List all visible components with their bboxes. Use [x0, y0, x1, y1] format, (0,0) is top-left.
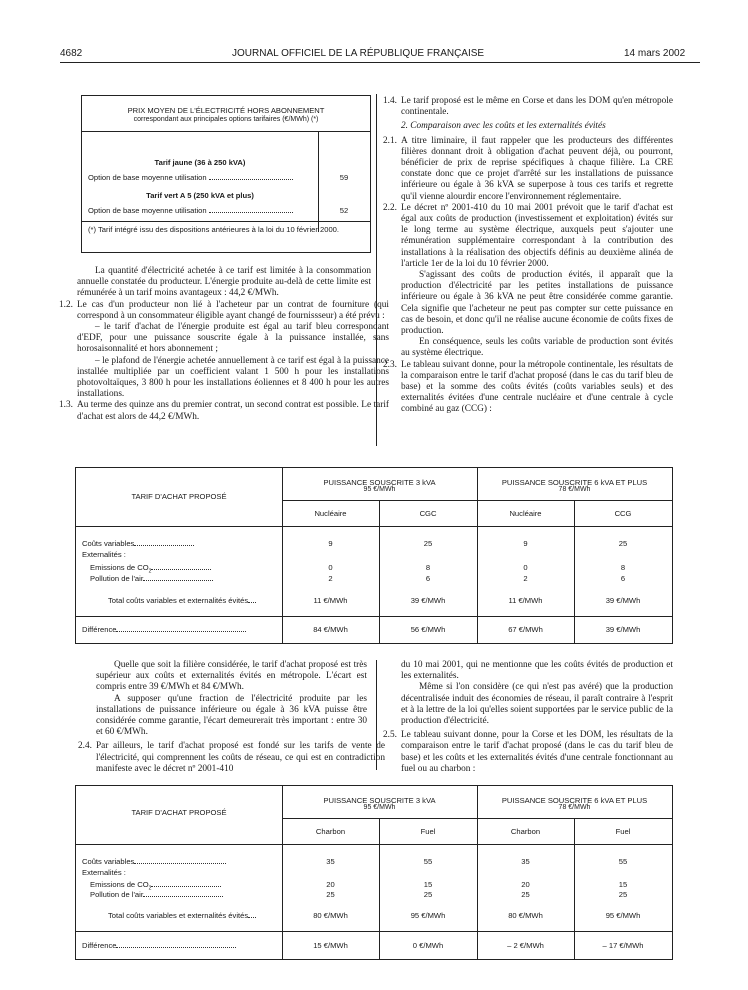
table-cell: 25 — [423, 539, 433, 548]
table-cell: – 17 €/MWh — [602, 941, 644, 950]
row-label: Externalités : — [82, 550, 126, 559]
left-column-lower — [78, 660, 385, 775]
section-2-4 — [78, 741, 385, 775]
group-header: PUISSANCE SOUSCRITE 6 kVA ET PLUS — [501, 796, 648, 805]
table-cell: 11 €/MWh — [508, 596, 543, 605]
row-label: Pollution de l'air — [90, 574, 213, 583]
row-label: Différence — [82, 625, 246, 634]
section-2-1 — [383, 136, 673, 203]
paragraph: Le tableau suivant donne, pour la métropole continentale, les résultats de la comparaison entre le tarif d'achat proposé (dans le cas du tarif bleu de base) et la somme des coûts évités (coûts variables seuls) et des externalités évitées d'une centrale nucléaire et d'une centrale à cycle combiné au gaz (CCG) : — [401, 359, 673, 415]
table-cell: 25 — [618, 539, 628, 548]
price-box-divider-bottom — [82, 221, 370, 222]
section-number: 2.1. — [383, 135, 397, 146]
table-cell: 0 — [523, 563, 528, 572]
price-box — [81, 95, 371, 253]
table-cell: 84 €/MWh — [313, 625, 348, 634]
table-cell: 2 — [328, 574, 333, 583]
table-cell: 80 €/MWh — [508, 911, 543, 920]
table-cell: 39 €/MWh — [410, 596, 446, 605]
row-label: Pollution de l'air — [90, 890, 223, 899]
column-header: CCG — [614, 509, 632, 518]
section-number: 1.3. — [59, 400, 73, 411]
section-2-3 — [383, 360, 673, 416]
paragraph: Le tarif proposé est le même en Corse et dans les DOM qu'en métropole continentale. — [401, 96, 673, 118]
table-cell: 15 €/MWh — [313, 941, 348, 950]
table-cell: 39 €/MWh — [605, 625, 641, 634]
page-number: 4682 — [60, 48, 83, 59]
list-item: – le tarif d'achat de l'énergie produite est égal au tarif bleu correspondant d'EDF, pour une puissance souscrite égale à la puissance installée, sans horosaisonnalité et hors abonnement ; — [77, 322, 389, 355]
column-header: Charbon — [510, 827, 541, 836]
table-cell: 56 €/MWh — [410, 625, 446, 634]
table-cell: 25 — [423, 890, 433, 899]
row-label: Total coûts variables et externalités évités — [108, 911, 256, 920]
column-header: CGC — [419, 509, 437, 518]
paragraph: Le tableau suivant donne, pour la Corse et les DOM, les résultats de la comparaison entre le tarif d'achat proposé (dans le cas du tarif bleu de base) et les coûts et les externalités évités d'une centrale fonctionnant au fuel ou au charbon : — [401, 730, 673, 774]
row-label: Emissions de $CO_2$ — [90, 563, 211, 575]
tarif-vert-option: Option de base moyenne utilisation — [88, 206, 293, 215]
paragraph: Par ailleurs, le tarif d'achat proposé est fondé sur les tarifs de vente de l'électricité, qui comprennent les coûts de réseau, ce qui est en contradiction manifeste avec le décret nº 2001-410 — [96, 741, 385, 774]
table-cell: 95 €/MWh — [605, 911, 641, 920]
tarif-vert-heading: Tarif vert A 5 (250 kVA et plus) — [146, 191, 254, 200]
row-label: Coûts variables — [82, 539, 194, 548]
table-cell: 25 — [618, 890, 628, 899]
section-number: 2.5. — [383, 730, 397, 741]
header-rule — [60, 62, 700, 63]
table-cell: 9 — [328, 539, 333, 548]
right-column-lower — [383, 660, 673, 775]
paragraph: Le cas d'un producteur non lié à l'acheteur par un contrat de fourniture (qui correspond à un consommateur éligible ayant changé de fournissseur) a été prévu : — [77, 299, 389, 321]
section-2-2 — [383, 203, 673, 360]
table-grid-line — [477, 786, 478, 959]
section-1-2 — [59, 300, 389, 401]
group-header: PUISSANCE SOUSCRITE 6 kVA ET PLUS — [501, 478, 648, 487]
table-cell: 0 €/MWh — [412, 941, 444, 950]
table-row-header: TARIF D'ACHAT PROPOSÉ — [131, 492, 227, 501]
paragraph: S'agissant des coûts de production évités, il apparaît que la production d'électricité par les petites installations de puissance inférieure ou égale à 36 kVA ne peut être considérée comme garantie. Cela signifie que l'acheteur ne peut pas compter sur cette puissance en cas de besoin, et donc qu'il ne réalise aucune économie de coûts fixes de production. — [401, 270, 673, 337]
row-label: Différence — [82, 941, 236, 950]
paragraph: A supposer qu'une fraction de l'électricité produite par les installations de puissance inférieure ou égale à 36 kVA puisse être considérée comme garantie, l'écart demeurerait très important : entre 30 et 60 €/MWh. — [96, 693, 367, 738]
row-label: Total coûts variables et externalités évités — [108, 596, 256, 605]
section-number: 2.2. — [383, 202, 397, 213]
tarif-jaune-value: 59 — [339, 173, 349, 182]
table-cell: 25 — [326, 890, 335, 899]
column-header: Fuel — [615, 827, 631, 836]
price-box-title — [82, 106, 370, 124]
tarif-jaune-option: Option de base moyenne utilisation — [88, 173, 293, 182]
paragraph: En conséquence, seuls les coûts variable de production sont évités au système électrique. — [401, 337, 673, 359]
table-grid-line — [76, 526, 672, 527]
table-cell: 0 — [328, 563, 333, 572]
table-row-header: TARIF D'ACHAT PROPOSÉ — [131, 808, 227, 817]
table-grid-line — [282, 500, 672, 501]
paragraph: Au terme des quinze ans du premier contrat, un second contrat est possible. Le tarif d'achat est alors de 44,2 €/MWh. — [77, 400, 389, 422]
table-cell: 20 — [521, 880, 530, 889]
section-number: 2.3. — [383, 359, 397, 370]
price-box-title-line2: correspondant aux principales options tarifaires (€/MWh) (*) — [133, 116, 319, 123]
table-cell: 67 €/MWh — [508, 625, 543, 634]
table-cell: 9 — [523, 539, 528, 548]
column-separator — [376, 94, 377, 446]
table-cell: – 2 €/MWh — [507, 941, 544, 950]
group-price: 78 €/MWh — [558, 804, 591, 811]
group-header: PUISSANCE SOUSCRITE 3 kVA — [323, 796, 436, 805]
group-price: 78 €/MWh — [558, 486, 591, 493]
price-box-divider-top — [82, 131, 370, 132]
column-header: Charbon — [315, 827, 346, 836]
table-cell: 20 — [326, 880, 335, 889]
left-column-upper — [59, 266, 389, 423]
section-1-4 — [383, 96, 673, 118]
section-2-heading: 2. Comparaison avec les coûts et les externalités évités — [401, 121, 606, 132]
section-number: 2.4. — [78, 741, 92, 752]
paragraph: Même si l'on considère (ce qui n'est pas avéré) que la production décentralisée induit des économies de réseau, il paraît contraire à l'esprit et à la lettre de la loi qu'elles soient supportées par le service public de la production d'électricité. — [401, 682, 673, 727]
paragraph: La quantité d'électricité achetée à ce tarif est limitée à la consommation annuelle constatée du producteur. L'énergie produite au-delà de cette limite est rémunérée à un tarif moins avantageux : 44,2 €/MWh. — [77, 266, 371, 299]
tarif-jaune-heading: Tarif jaune (36 à 250 kVA) — [154, 158, 246, 167]
column-header: Fuel — [420, 827, 436, 836]
publication-date: 14 mars 2002 — [624, 48, 686, 59]
table-grid-line — [282, 818, 672, 819]
table-cell: 2 — [523, 574, 528, 583]
table-cell: 8 — [620, 563, 626, 572]
table-cell: 11 €/MWh — [313, 596, 348, 605]
table-cell: 6 — [425, 574, 431, 583]
row-label: Coûts variables — [82, 857, 226, 866]
column-header: Nucléaire — [509, 509, 542, 518]
table-cell: 25 — [521, 890, 530, 899]
table-cell: 95 €/MWh — [410, 911, 446, 920]
paragraph: du 10 mai 2001, qui ne mentionne que les coûts évités de production et les externalités. — [401, 660, 673, 682]
table-grid-line — [282, 786, 283, 959]
column-separator — [376, 660, 377, 770]
journal-title: JOURNAL OFFICIEL DE LA RÉPUBLIQUE FRANÇAISE — [232, 48, 485, 59]
row-label: Externalités : — [82, 868, 126, 877]
table-cell: 15 — [423, 880, 433, 889]
price-box-title-line1: PRIX MOYEN DE L'ÉLECTRICITÉ HORS ABONNEMENT — [127, 106, 325, 115]
table-cell: 55 — [618, 857, 628, 866]
paragraph: Quelle que soit la filière considérée, le tarif d'achat proposé est très supérieur aux coûts et externalités évités en métropole. L'écart est compris entre 39 €/MWh et 84 €/MWh. — [96, 660, 367, 693]
table-cell: 8 — [425, 563, 431, 572]
table-cell: 15 — [618, 880, 628, 889]
table-cell: 55 — [423, 857, 433, 866]
table-cell: 6 — [620, 574, 626, 583]
table-cell: 35 — [521, 857, 530, 866]
row-label: Emissions de $CO_2$ — [90, 880, 221, 892]
table-grid-line — [76, 931, 672, 932]
paragraph: A titre liminaire, il faut rappeler que les producteurs des différentes filières donnant droit à obligation d'achat peuvent déjà, ou pourront, bénéficier de prix de reprise spécifiques à chaque filière. La CRE constate donc que ce projet d'arrêté sur les installations de puissance inférieure ou égale à 36 kVA se superpose à tous ces tarifs et regrette qu'il vienne alourdir encore l'environnement réglementaire. — [401, 135, 673, 202]
section-2-5 — [383, 730, 673, 775]
price-box-footnote: (*) Tarif intégré issu des dispositions antérieures à la loi du 10 février 2000. — [88, 225, 340, 234]
paragraph: Le décret nº 2001-410 du 10 mai 2001 prévoit que le tarif d'achat est égal aux coûts de production (investissement et exploitation) évités sur le long terme au système électrique, auxquels peut s'ajouter une rémunération supplémentaire correspondant à la contribution des installations à la réalisation des objectifs définis au deuxième alinéa de l'article 1er de la loi du 10 février 2000. — [401, 202, 673, 269]
table-cell: 35 — [326, 857, 335, 866]
table-corse-dom — [75, 785, 673, 960]
table-cell: 80 €/MWh — [313, 911, 348, 920]
table-cell: 39 €/MWh — [605, 596, 641, 605]
right-column-upper — [383, 96, 673, 416]
group-price: 95 €/MWh — [363, 486, 396, 493]
section-number: 1.2. — [59, 299, 73, 310]
tarif-vert-value: 52 — [339, 206, 349, 215]
group-price: 95 €/MWh — [363, 804, 396, 811]
table-metropole — [75, 467, 673, 644]
group-header: PUISSANCE SOUSCRITE 3 kVA — [323, 478, 436, 487]
table-grid-line — [76, 616, 672, 617]
price-box-column-divider — [318, 132, 319, 232]
section-1-3 — [59, 400, 389, 422]
table-grid-line — [76, 844, 672, 845]
list-item: – le plafond de l'énergie achetée annuellement à ce tarif est égal à la puissance installée multipliée par un coefficient valant 1 500 h pour les installations photovoltaïques, 3 800 h pour les installations éoliennes et 8 400 h pour les autres installations. — [77, 355, 389, 400]
section-number: 1.4. — [383, 96, 397, 106]
column-header: Nucléaire — [314, 509, 347, 518]
